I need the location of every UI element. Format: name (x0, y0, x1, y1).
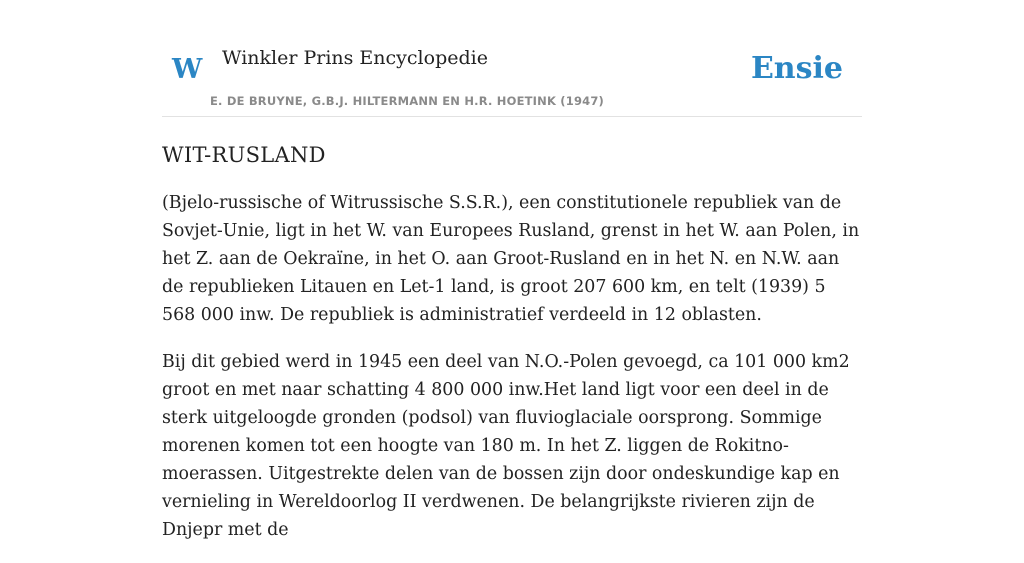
site-header (162, 0, 862, 117)
book-title-link[interactable]: Winkler Prins Encyclopedie (222, 47, 488, 69)
article-title: WIT-RUSLAND (162, 143, 326, 167)
article-paragraph-1: (Bjelo-russische of Witrussische S.S.R.), een constitutionele republiek van de Sovjet-Unie, ligt in het W. van Europees Rusland, grenst in het W. aan Polen, in het Z. aan de Oekraïne, in het O. aan Groot-Rusland en in het N. en N.W. aan de republieken Litauen en Let-1 land, is groot 207 600 km, en telt (1939) 5 568 000 inw. De republiek is administratief verdeeld in 12 oblasten. (162, 193, 860, 325)
book-authors: E. DE BRUYNE, G.B.J. HILTERMANN EN H.R. HOETINK (1947) (210, 94, 605, 108)
logo-w-icon[interactable]: W (172, 54, 203, 85)
ensie-logo[interactable]: Ensie (750, 51, 843, 86)
article-paragraph-2: Bij dit gebied werd in 1945 een deel van N.O.-Polen gevoegd, ca 101 000 km2 groot en met naar schatting 4 800 000 inw.Het land ligt voor een deel in de sterk uitgeloogde gronden (podsol) van fluvioglaciale oorsprong. Sommige morenen komen tot een hoogte van 180 m. In het Z. liggen de Rokitno-moerassen. Uitgestrekte delen van de bossen zijn door ondeskundige kap en vernieling in Wereldoorlog II verdwenen. De belangrijkste rivieren zijn de Dnjepr met de (162, 352, 850, 540)
article (162, 138, 862, 563)
